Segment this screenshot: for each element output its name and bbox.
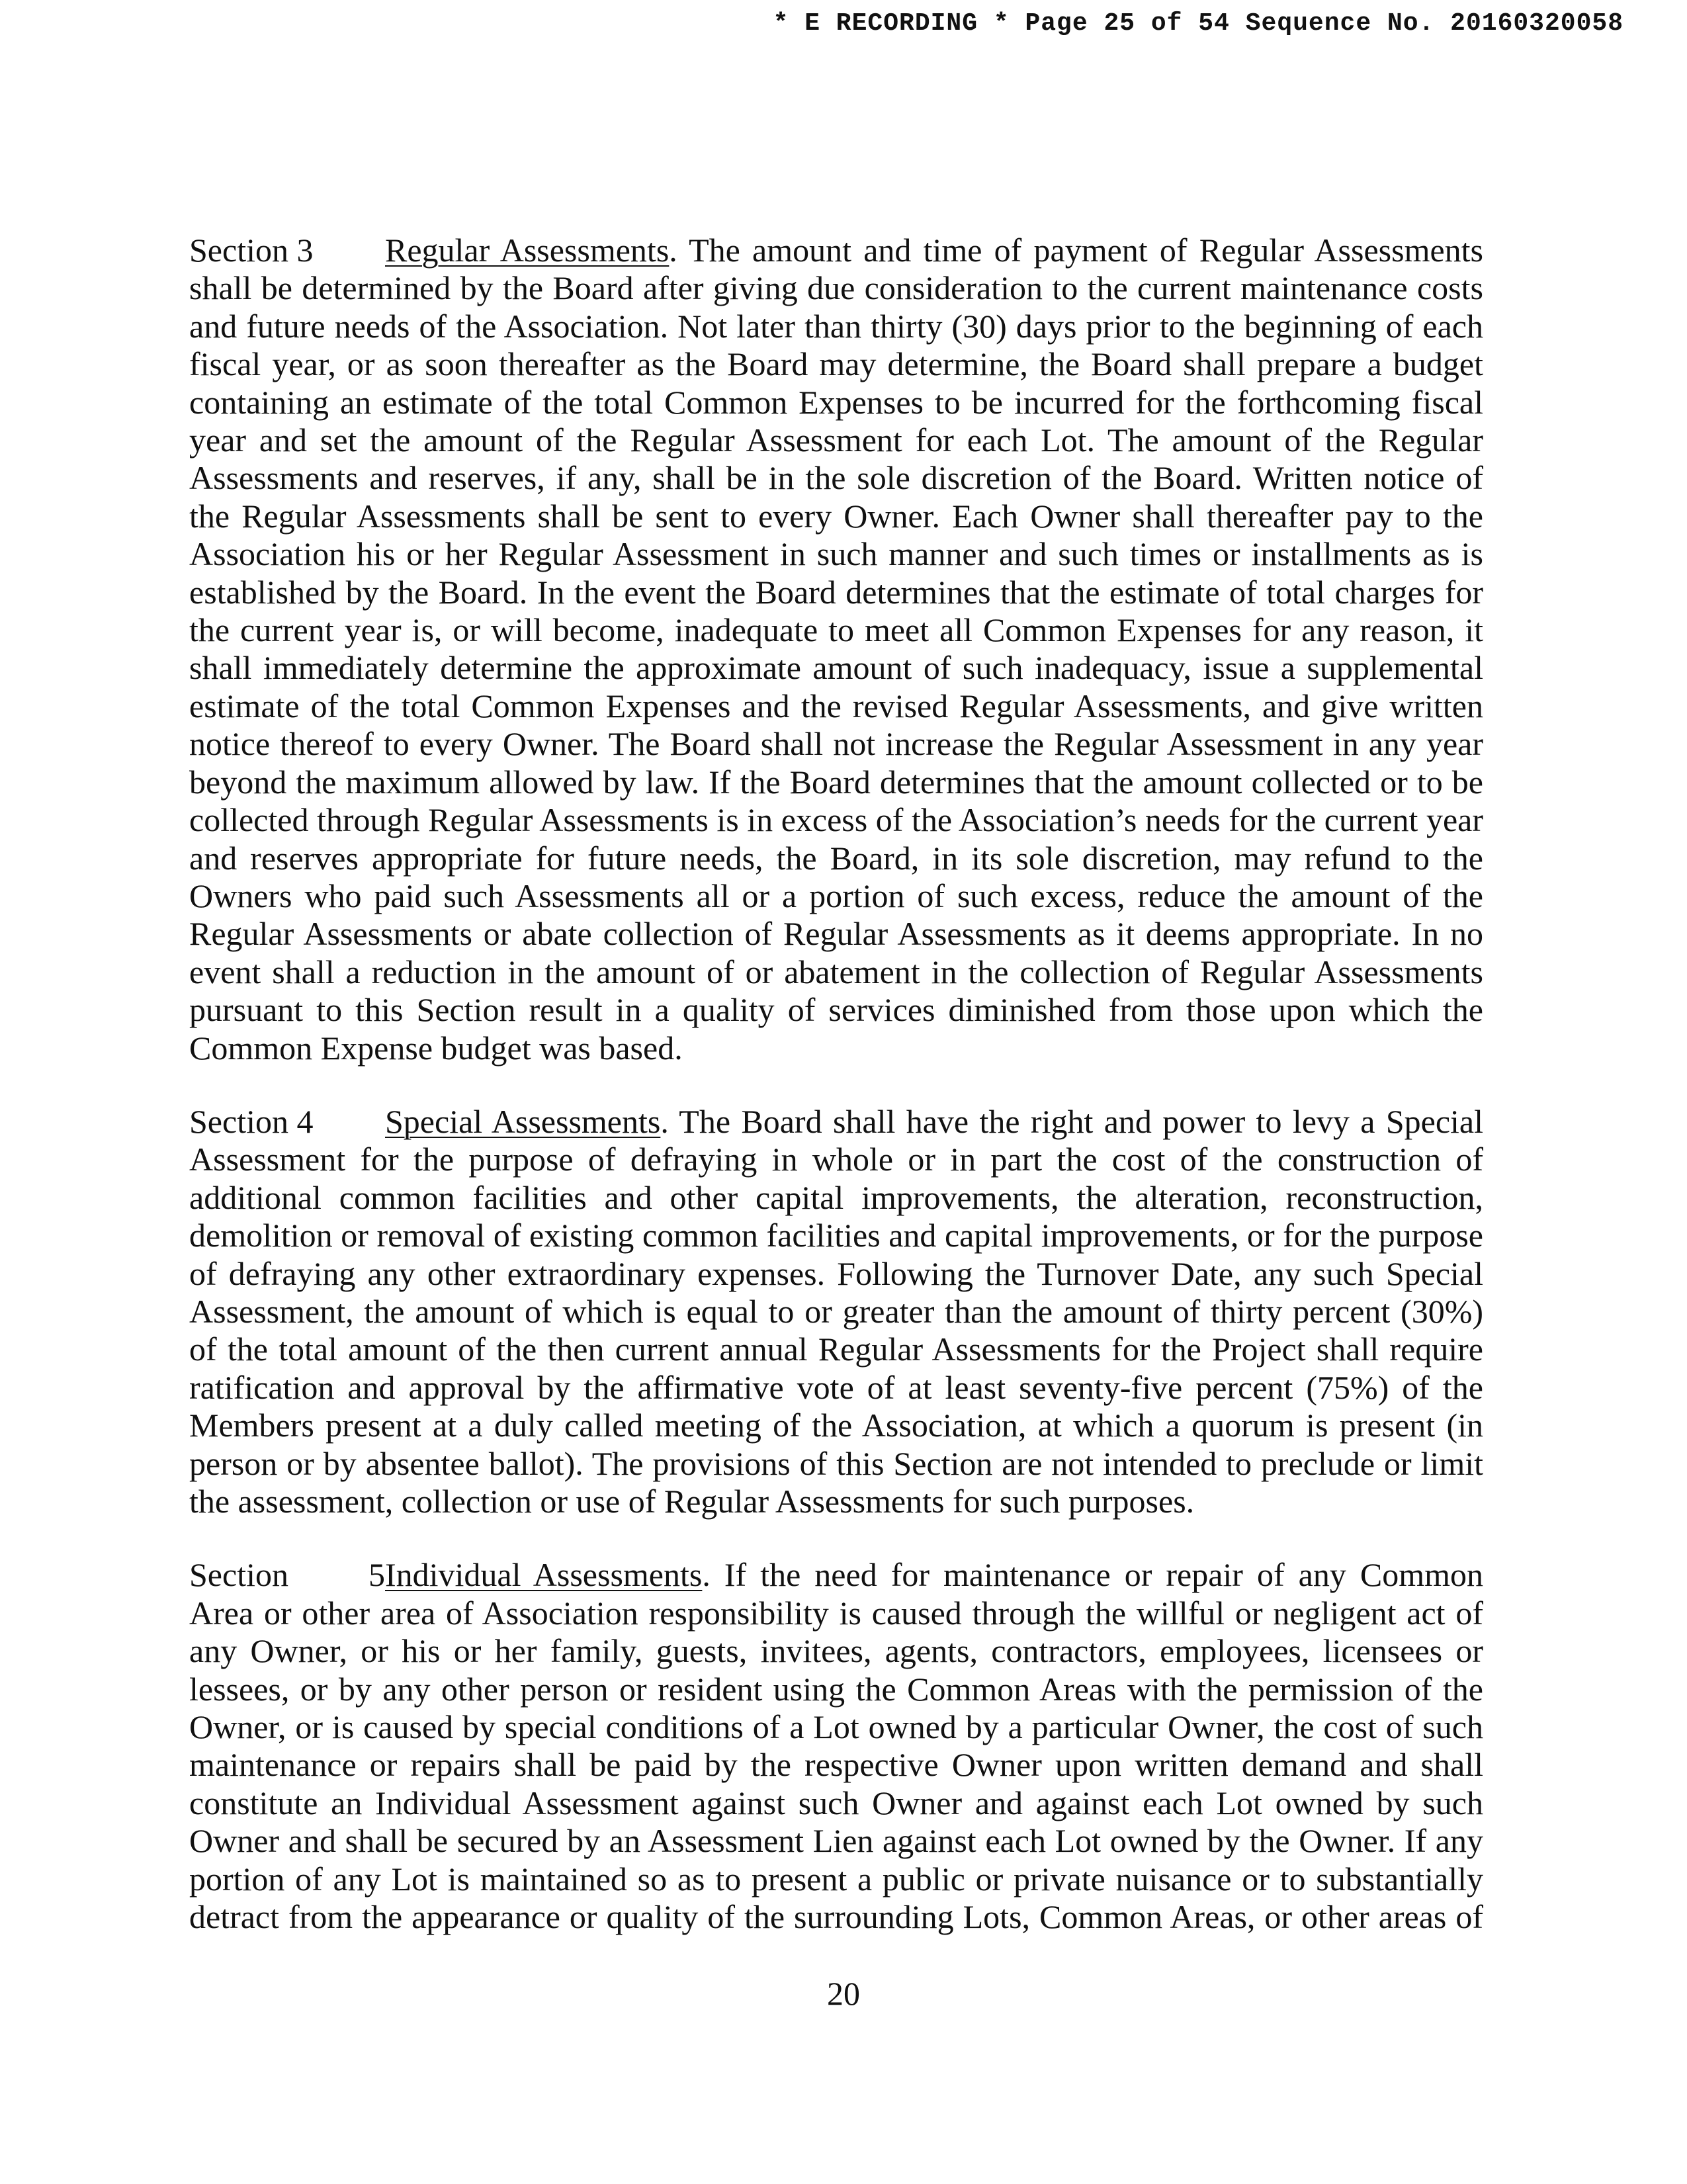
recording-header: * E RECORDING * Page 25 of 54 Sequence No. 20160320058 xyxy=(773,9,1623,38)
section-3-label: Section 3 xyxy=(189,232,314,269)
section-5-title: Individual Assessments xyxy=(385,1556,703,1594)
section-5-text: If the need for maintenance or repair of any Common Area or other area of Association responsibility is caused through the willful or negligent act of any Owner, or his or her family, guests, invitees, agents, contractors, employees, licensees or lessees, or by any other person or resident using the Common Areas with the permission of the Owner, or is caused by special conditions of a Lot owned by a particular Owner, the cost of such maintenance or repairs shall be paid by the respective Owner upon written demand and shall constitute an Individual Assessment against such Owner and against each Lot owned by such Owner and shall be secured by an Assessment Lien against each Lot owned by the Owner. If any portion of any Lot is maintained so as to present a public or private nuisance or to substantially detract from the appearance or quality of the surrounding Lots, Common Areas, or other areas of xyxy=(189,1556,1483,1936)
document-body xyxy=(189,232,1483,1972)
section-3 xyxy=(189,232,1483,1067)
section-4 xyxy=(189,1103,1483,1520)
page-number: 20 xyxy=(827,1975,860,2012)
section-4-label: Section 4 xyxy=(189,1102,314,1140)
section-5-label: Section 5 xyxy=(189,1556,385,1594)
section-4-title-punct: . xyxy=(660,1102,669,1140)
section-3-text: The amount and time of payment of Regular Assessments shall be determined by the Board after giving due consideration to the current maintenance costs and future needs of the Association. Not later than thirty (30) days prior to the beginning of each fiscal year, or as soon thereafter as the Board may determine, the Board shall prepare a budget containing an estimate of the total Common Expenses to be incurred for the forthcoming fiscal year and set the amount of the Regular Assessment for each Lot. The amount of the Regular Assessments and reserves, if any, shall be in the sole discretion of the Board. Written notice of the Regular Assessments shall be sent to every Owner. Each Owner shall thereafter pay to the Association his or her Regular Assessment in such manner and such times or installments as is established by the Board. In the event the Board determines that the estimate of total charges for the current year is, or will become, inadequate to meet all Common Expenses for any reason, it shall immediately determine the approximate amount of such inadequacy, issue a supplemental estimate of the total Common Expenses and the revised Regular Assessments, and give written notice thereof to every Owner. The Board shall not increase the Regular Assessment in any year beyond the maximum allowed by law. If the Board determines that the amount collected or to be collected through Regular Assessments is in excess of the Association’s needs for the current year and reserves appropriate for future needs, the Board, in its sole discretion, may refund to the Owners who paid such Assessments all or a portion of such excess, reduce the amount of the Regular Assessments or abate collection of Regular Assessments as it deems appropriate. In no event shall a reduction in the amount of or abatement in the collection of Regular Assessments pursuant to this Section result in a quality of services diminished from those upon which the Common Expense budget was based. xyxy=(189,232,1484,1067)
section-3-title: Regular Assessments xyxy=(385,232,670,269)
section-4-title: Special Assessments xyxy=(385,1102,661,1140)
section-5 xyxy=(189,1556,1483,1936)
section-3-title-punct: . xyxy=(669,232,677,269)
section-5-title-punct: . xyxy=(702,1556,711,1594)
section-4-text: The Board shall have the right and power to levy a Special Assessment for the purpose of defraying in whole or in part the cost of the construction of additional common facilities and other capital improvements, the alteration, reconstruction, demolition or removal of existing common facilities and capital improvements, or for the purpose of defraying any other extraordinary expenses. Following the Turnover Date, any such Special Assessment, the amount of which is equal to or greater than the amount of thirty percent (30%) of the total amount of the then current annual Regular Assessments for the Project shall require ratification and approval by the affirmative vote of at least seventy-five percent (75%) of the Members present at a duly called meeting of the Association, at which a quorum is present (in person or by absentee ballot). The provisions of this Section are not intended to preclude or limit the assessment, collection or use of Regular Assessments for such purposes. xyxy=(189,1102,1483,1520)
